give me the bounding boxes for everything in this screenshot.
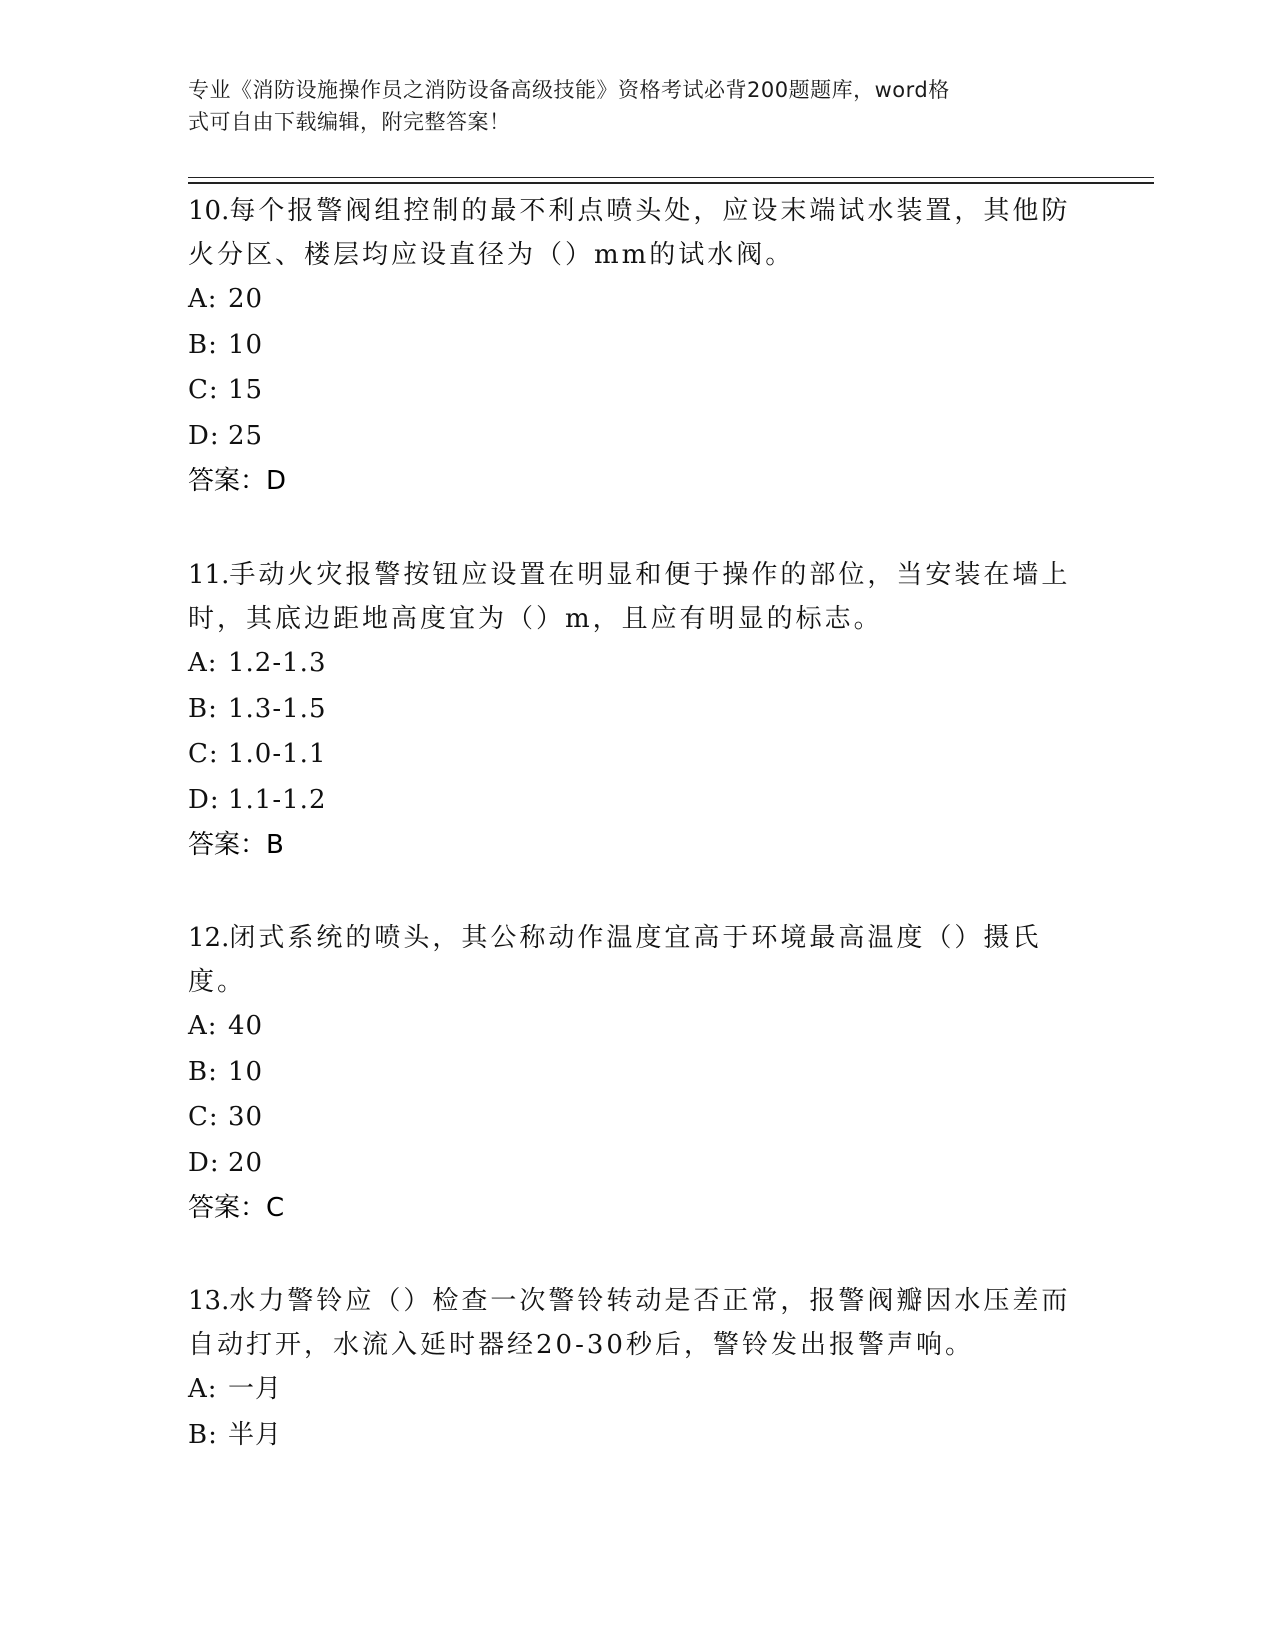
question-number: 10.: [188, 196, 230, 226]
option-d: D: 25: [188, 420, 264, 451]
option-c: C: 1.0-1.1: [188, 739, 327, 769]
option-b: B: 1.3-1.5: [188, 693, 327, 724]
answer-line: 答案：B: [188, 830, 284, 860]
option-a: A: 20: [188, 284, 264, 314]
question-block: [188, 1279, 1088, 1458]
option-d: D: 1.1-1.2: [188, 784, 327, 815]
option-c: C: 15: [188, 375, 264, 405]
question-text: [188, 916, 1088, 1004]
header-rule-thin: [188, 177, 1154, 178]
option-a: A: 一月: [188, 1374, 283, 1404]
question-number: 12.: [188, 923, 230, 953]
question-block: [188, 189, 1088, 503]
answer-line: 答案：C: [188, 1193, 285, 1223]
answer-line: 答案：D: [188, 466, 287, 496]
option-d: D: 20: [188, 1147, 264, 1178]
header-line-2: 式可自由下载编辑，附完整答案！: [188, 110, 511, 134]
question-text: [188, 1279, 1088, 1367]
header-line-1: 专业《消防设施操作员之消防设备高级技能》资格考试必背200题题库，word格: [188, 78, 950, 102]
question-block: [188, 553, 1088, 867]
option-c: C: 30: [188, 1102, 264, 1132]
option-b: B: 10: [188, 1056, 264, 1087]
question-body: 水力警铃应（）检查一次警铃转动是否正常，报警阀瓣因水压差而自动打开，水流入延时器经20-30秒后，警铃发出报警声响。: [188, 1286, 1071, 1360]
question-text: [188, 553, 1088, 641]
question-number: 11.: [188, 560, 230, 590]
option-b: B: 半月: [188, 1419, 283, 1450]
option-b: B: 10: [188, 329, 264, 360]
question-block: [188, 916, 1088, 1230]
option-a: A: 1.2-1.3: [188, 648, 327, 678]
document-header: [188, 74, 1068, 138]
option-a: A: 40: [188, 1011, 264, 1041]
question-body: 闭式系统的喷头，其公称动作温度宜高于环境最高温度（）摄氏度。: [188, 923, 1042, 997]
question-body: 每个报警阀组控制的最不利点喷头处，应设末端试水装置，其他防火分区、楼层均应设直径为（）mm的试水阀。: [188, 196, 1071, 270]
question-body: 手动火灾报警按钮应设置在明显和便于操作的部位，当安装在墙上时，其底边距地高度宜为（）m，且应有明显的标志。: [188, 560, 1071, 634]
question-text: [188, 189, 1088, 277]
question-number: 13.: [188, 1286, 230, 1316]
header-rule-thick: [188, 182, 1154, 184]
